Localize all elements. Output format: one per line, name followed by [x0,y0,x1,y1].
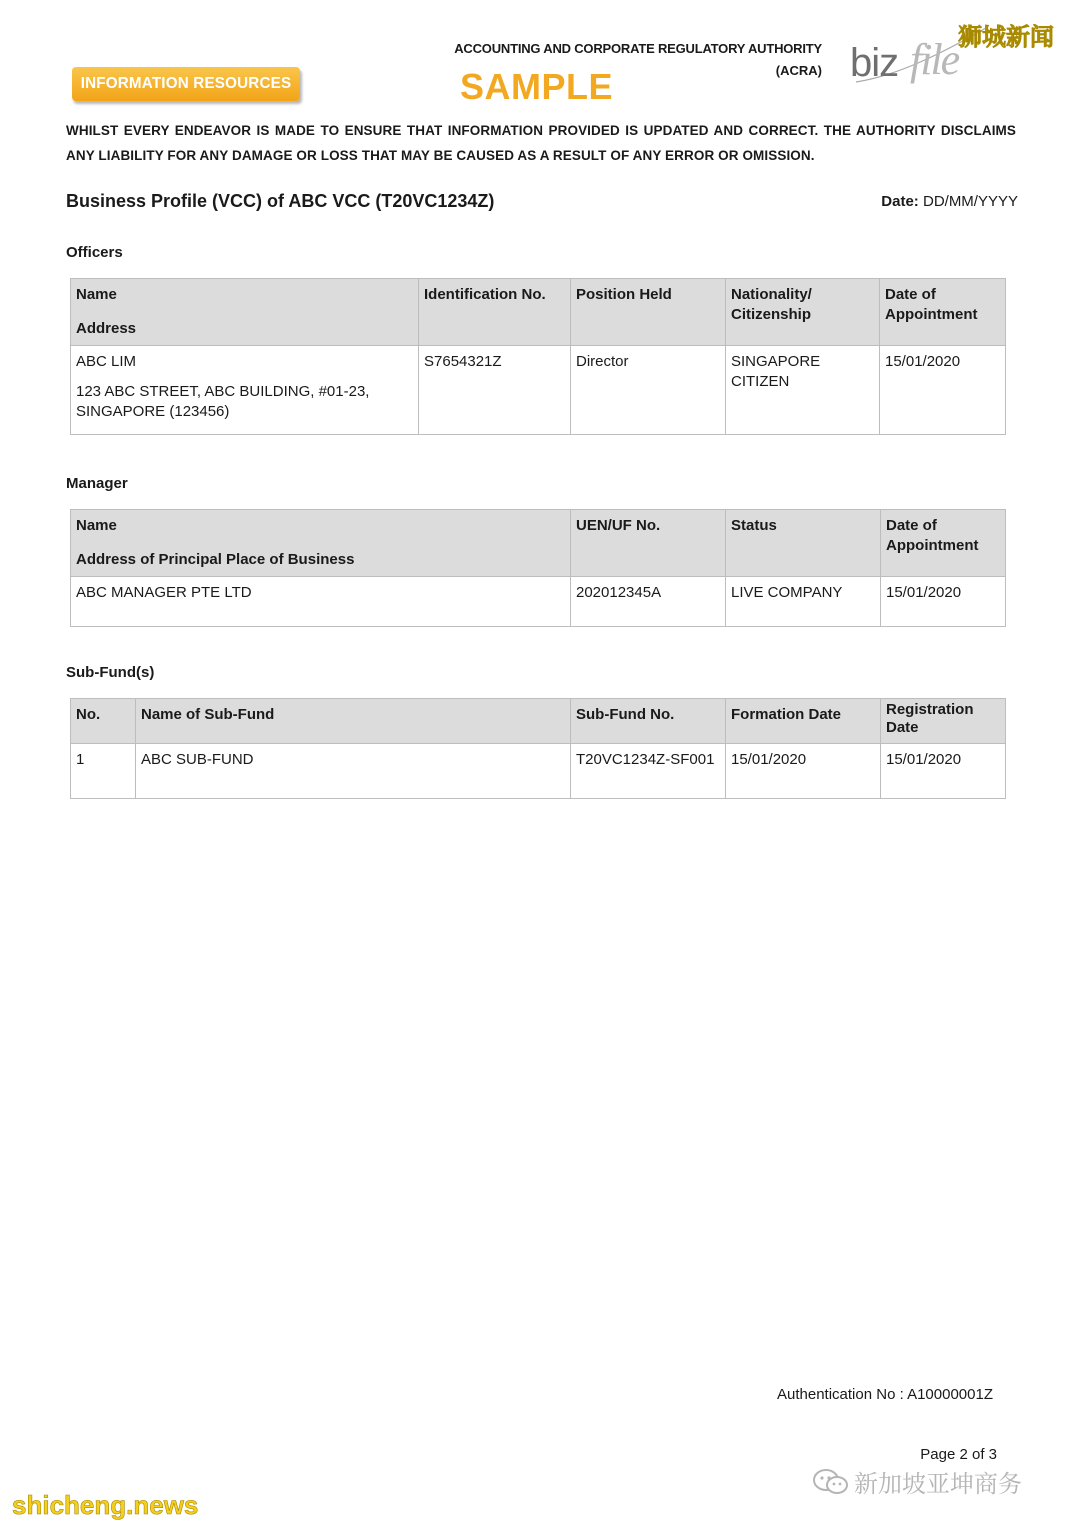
watermark-bottom-left: shicheng.news [12,1490,199,1520]
spacer [76,536,565,550]
col-registration-date: Registration Date [881,699,1006,744]
chat-bubble-icon [812,1467,850,1497]
information-resources-badge: INFORMATION RESOURCES [72,67,300,101]
manager-table [70,509,1006,627]
col-formation-date: Formation Date [726,699,881,744]
subfund-registration-date: 15/01/2020 [881,744,1006,799]
manager-header-row [71,510,1006,577]
authentication-number: Authentication No : A10000001Z [777,1386,993,1403]
officers-table [70,278,1006,435]
col-address: Address of Principal Place of Business [76,551,355,568]
authority-abbreviation: (ACRA) [775,63,822,78]
report-date [840,193,1018,210]
manager-name: ABC MANAGER PTE LTD [71,577,571,627]
subfunds-table [70,698,1006,799]
watermark-bottom-right [812,1464,1022,1499]
subfunds-header-row [71,699,1006,744]
col-name-address [71,510,571,577]
officer-appointment: 15/01/2020 [880,346,1006,435]
officer-name: ABC LIM [76,353,137,370]
watermark-right-text: 新加坡亚坤商务 [854,1471,1022,1498]
subfund-fund-no: T20VC1234Z-SF001 [571,744,726,799]
manager-uen: 202012345A [571,577,726,627]
col-position: Position Held [571,279,726,346]
subfund-no: 1 [71,744,136,799]
col-name-address [71,279,419,346]
page-number: Page 2 of 3 [920,1446,997,1463]
sample-stamp: SAMPLE [460,66,614,107]
svg-text:biz: biz [850,41,899,85]
spacer [76,372,413,382]
watermark-top: 狮城新闻 [958,24,1054,51]
col-address: Address [76,320,137,337]
svg-text:file: file [910,35,959,84]
page-title: Business Profile (VCC) of ABC VCC (T20VC1234Z) [66,191,495,211]
subfund-formation-date: 15/01/2020 [726,744,881,799]
officer-nationality: SINGAPORE CITIZEN [726,346,880,435]
officer-id-no: S7654321Z [419,346,571,435]
col-subfund-name: Name of Sub-Fund [136,699,571,744]
col-name: Name [76,286,117,303]
manager-heading: Manager [66,475,128,492]
date-label: Date: [881,193,919,210]
col-appointment: Date of Appointment [881,510,1006,577]
manager-status: LIVE COMPANY [726,577,881,627]
date-value: DD/MM/YYYY [922,193,1018,210]
col-appointment: Date of Appointment [880,279,1006,346]
officers-heading: Officers [66,244,123,261]
spacer [76,305,413,319]
officer-address: 123 ABC STREET, ABC BUILDING, #01-23, SINGAPORE (123456) [76,383,370,420]
manager-appointment: 15/01/2020 [881,577,1006,627]
col-nationality: Nationality/ Citizenship [726,279,880,346]
authority-name: ACCOUNTING AND CORPORATE REGULATORY AUTHORITY [454,41,822,56]
table-row [71,744,1006,799]
col-id-no: Identification No. [419,279,571,346]
table-row [71,577,1006,627]
subfunds-heading: Sub-Fund(s) [66,664,155,681]
col-uen: UEN/UF No. [571,510,726,577]
disclaimer: WHILST EVERY ENDEAVOR IS MADE TO ENSURE THAT INFORMATION PROVIDED IS UPDATED AND CORRECT. THE AUTHORITY DISCLAIMS ANY LIABILITY FOR ANY DAMAGE OR LOSS THAT MAY BE CAUSED AS A RESULT OF ANY ERROR OR OMISSION. [66,123,1016,163]
col-name: Name [76,517,117,534]
col-subfund-no: Sub-Fund No. [571,699,726,744]
col-no: No. [71,699,136,744]
subfund-name: ABC SUB-FUND [136,744,571,799]
officer-position: Director [571,346,726,435]
col-status: Status [726,510,881,577]
table-row [71,346,1006,435]
cell-name-address [71,346,419,435]
officers-header-row [71,279,1006,346]
